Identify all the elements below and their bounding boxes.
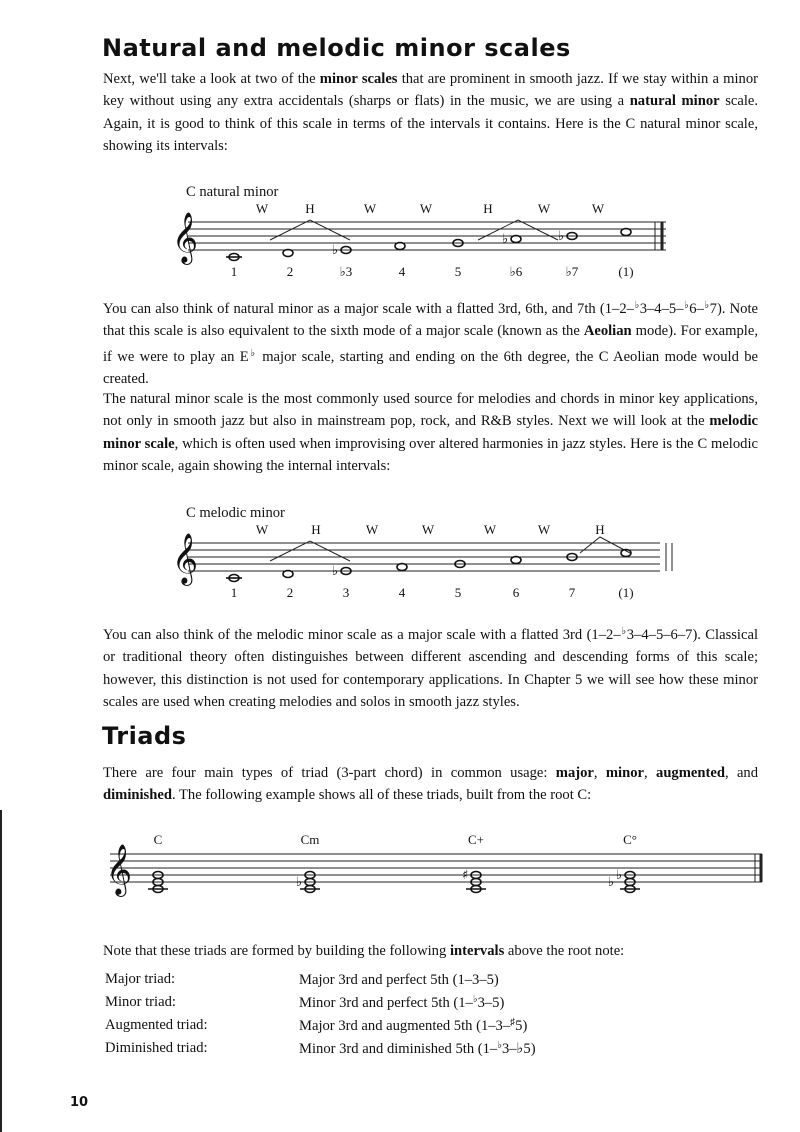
interval-label: W	[591, 201, 605, 216]
triad-name: Minor triad:	[105, 994, 176, 1010]
treble-clef-icon: 𝄞	[172, 212, 199, 263]
degree-label: ♭7	[565, 264, 579, 279]
note	[283, 571, 293, 578]
interval-label: W	[365, 522, 379, 537]
natural-minor-label: C natural minor	[186, 184, 279, 200]
note	[397, 564, 407, 571]
interval-label: W	[255, 522, 269, 537]
interval-label: W	[255, 201, 269, 216]
natural-minor-staff	[160, 196, 690, 282]
melodic-minor-paragraph: You can also think of the melodic minor scale as a major scale with a flatted 3rd (1–2–♭3–4–5–6–7). Classical or traditional theory often distinguishes between different ascending and descending forms of this scale; however, this distinction is not used for contemporary applications. In Chapter 5 we will see how these minor scales are used when creating melodies and solos in smooth jazz styles.	[103, 626, 758, 710]
degree-label: 2	[286, 264, 294, 279]
page-number: 10	[70, 1095, 89, 1110]
degree-label: ♭3	[339, 264, 353, 279]
degree-label: 4	[398, 585, 406, 600]
sharp-icon: ♯	[462, 868, 469, 883]
degree-label: 1	[230, 585, 238, 600]
interval-label: W	[537, 522, 551, 537]
intervals-note: Note that these triads are formed by building the following intervals above the root note:	[103, 943, 625, 959]
flat-icon: ♭	[332, 243, 339, 258]
chord-symbol: Cm	[300, 832, 320, 847]
melodic-intro-paragraph: The natural minor scale is the most commonly used source for melodies and chords in minor key applications, not only in smooth jazz but also in mainstream pop, rock, and R&B styles. Next we will look at the melodic minor scale, which is often used when improvising over altered harmonies in jazz styles. Here is the C melodic minor scale, again showing the internal intervals:	[103, 391, 758, 474]
intro-paragraph: Next, we'll take a look at two of the minor scales that are prominent in smooth jazz. If we stay within a minor key without using any extra accidentals (sharps or flats) in the music, we are using a natural minor scale. Again, it is good to think of this scale in terms of the intervals it contains. Here is the C natural minor scale, showing its intervals:	[103, 71, 759, 154]
treble-clef-icon: 𝄞	[172, 533, 199, 584]
flat-icon: ♭	[296, 875, 303, 890]
flat-icon: ♭	[502, 232, 509, 247]
interval-label: H	[483, 201, 493, 216]
interval-label: H	[595, 522, 605, 537]
degree-label: (1)	[618, 264, 634, 279]
chord-symbol: C+	[467, 832, 485, 847]
triad-definition: Minor 3rd and diminished 5th (1–♭3–♭5)	[299, 1040, 536, 1057]
triad-row-minor	[105, 994, 505, 1011]
triads-intro-paragraph: There are four main types of triad (3-part chord) in common usage: major, minor, augmented, and diminished. The following example shows all of these triads, built from the root C:	[103, 765, 759, 804]
treble-clef-icon: 𝄞	[106, 844, 133, 895]
degree-label: 7	[568, 585, 576, 600]
interval-label: W	[421, 522, 435, 537]
degree-label: (1)	[618, 585, 634, 600]
triad-name: Major triad:	[105, 971, 176, 987]
page-edge-line	[0, 810, 2, 1132]
note	[511, 236, 521, 243]
interval-label: H	[311, 522, 321, 537]
triad-definition: Minor 3rd and perfect 5th (1–♭3–5)	[299, 994, 505, 1011]
triad-name: Augmented triad:	[105, 1017, 208, 1033]
section-title-triads: Triads	[102, 722, 187, 750]
triad-name: Diminished triad:	[105, 1040, 208, 1056]
degree-label: 5	[454, 585, 462, 600]
note	[283, 250, 293, 257]
triads-staff	[100, 828, 780, 908]
note	[511, 557, 521, 564]
flat-icon: ♭	[558, 229, 565, 244]
interval-label: W	[419, 201, 433, 216]
degree-label: 3	[342, 585, 350, 600]
flat-icon: ♭	[616, 868, 623, 883]
interval-label: H	[305, 201, 315, 216]
triad-row-diminished	[105, 1040, 536, 1057]
chord-symbol: C	[153, 832, 163, 847]
interval-label: W	[483, 522, 497, 537]
section-title-minor-scales: Natural and melodic minor scales	[102, 34, 571, 62]
interval-label: W	[363, 201, 377, 216]
chord-symbol: C°	[623, 832, 637, 847]
triad-row-augmented	[105, 1017, 528, 1034]
interval-label: W	[537, 201, 551, 216]
degree-label: ♭6	[509, 264, 523, 279]
natural-minor-paragraph: You can also think of natural minor as a major scale with a flatted 3rd, 6th, and 7th (1–2–♭3–4–5–♭6–♭7). Note that this scale is also equivalent to the sixth mode of a major scale (known as the Aeolian mode). For example, if we were to play an E♭ major scale, starting and ending on the 6th degree, the C Aeolian mode would be created.	[103, 300, 759, 387]
flat-icon: ♭	[332, 564, 339, 579]
triad-row-major	[105, 971, 499, 988]
degree-label: 5	[454, 264, 462, 279]
melodic-minor-staff	[160, 517, 690, 603]
degree-label: 6	[512, 585, 520, 600]
degree-label: 1	[230, 264, 238, 279]
degree-label: 4	[398, 264, 406, 279]
triad-definition: Major 3rd and perfect 5th (1–3–5)	[299, 972, 499, 988]
flat-icon: ♭	[608, 875, 615, 890]
melodic-minor-label: C melodic minor	[186, 505, 285, 521]
note	[395, 243, 405, 250]
note	[621, 229, 631, 236]
triad-definition: Major 3rd and augmented 5th (1–3–♯5)	[299, 1017, 528, 1034]
degree-label: 2	[286, 585, 294, 600]
